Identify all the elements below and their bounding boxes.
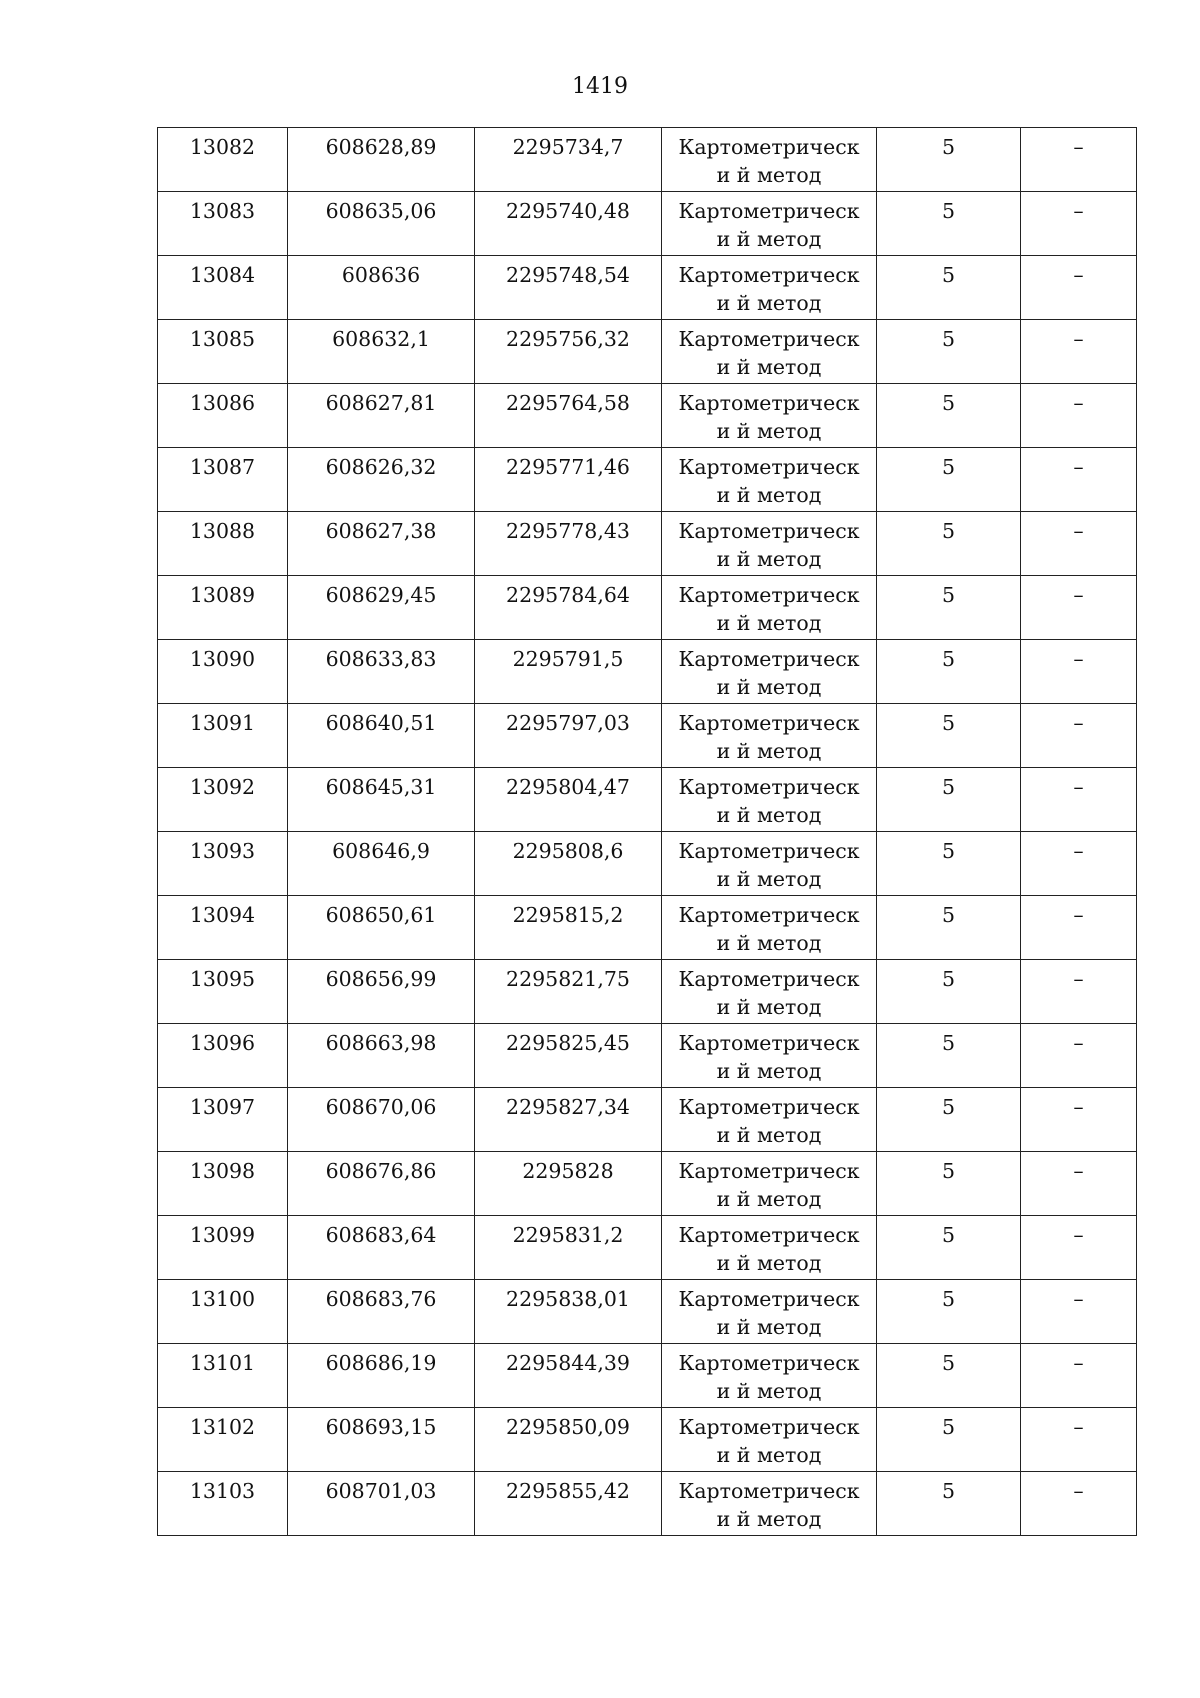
y-coordinate-cell-text: 2295804,47: [506, 775, 630, 799]
method-cell: [662, 768, 877, 832]
point-number-cell: [158, 960, 288, 1024]
note-cell-text: –: [1073, 775, 1084, 799]
y-coordinate-cell-text: 2295748,54: [506, 263, 630, 287]
note-cell: [1021, 1408, 1137, 1472]
accuracy-cell: [877, 1472, 1021, 1536]
point-number-cell: [158, 1408, 288, 1472]
y-coordinate-cell-text: 2295815,2: [512, 903, 624, 927]
note-cell: [1021, 960, 1137, 1024]
accuracy-cell: [877, 192, 1021, 256]
note-cell: [1021, 320, 1137, 384]
point-number-cell-text: 13092: [189, 775, 256, 799]
table-row: [158, 448, 1137, 512]
point-number-cell: [158, 448, 288, 512]
table-row: [158, 1280, 1137, 1344]
point-number-cell: [158, 704, 288, 768]
point-number-cell: [158, 1216, 288, 1280]
accuracy-cell-text: 5: [941, 1223, 956, 1247]
x-coordinate-cell: [288, 1216, 475, 1280]
method-cell-text: Картометрически й метод: [678, 775, 860, 827]
x-coordinate-cell: [288, 1024, 475, 1088]
note-cell-text: –: [1073, 1095, 1084, 1119]
x-coordinate-cell: [288, 1088, 475, 1152]
accuracy-cell-text: 5: [941, 263, 956, 287]
table-row: [158, 576, 1137, 640]
point-number-cell-text: 13097: [189, 1095, 256, 1119]
table-row: [158, 1152, 1137, 1216]
method-cell: [662, 640, 877, 704]
point-number-cell-text: 13088: [189, 519, 256, 543]
method-cell: [662, 704, 877, 768]
x-coordinate-cell-text: 608676,86: [325, 1159, 437, 1183]
y-coordinate-cell-text: 2295764,58: [506, 391, 630, 415]
method-cell-text: Картометрически й метод: [678, 711, 860, 763]
method-cell-text: Картометрически й метод: [678, 1031, 860, 1083]
accuracy-cell-text: 5: [941, 583, 956, 607]
y-coordinate-cell: [475, 1344, 662, 1408]
method-cell: [662, 960, 877, 1024]
y-coordinate-cell: [475, 960, 662, 1024]
point-number-cell-text: 13095: [189, 967, 256, 991]
x-coordinate-cell-text: 608645,31: [325, 775, 437, 799]
point-number-cell: [158, 1152, 288, 1216]
y-coordinate-cell-text: 2295771,46: [506, 455, 630, 479]
x-coordinate-cell: [288, 576, 475, 640]
y-coordinate-cell-text: 2295844,39: [506, 1351, 630, 1375]
point-number-cell-text: 13086: [189, 391, 256, 415]
table-row: [158, 512, 1137, 576]
point-number-cell: [158, 896, 288, 960]
point-number-cell: [158, 512, 288, 576]
x-coordinate-cell: [288, 320, 475, 384]
note-cell: [1021, 192, 1137, 256]
coordinates-table: [157, 127, 1137, 1536]
accuracy-cell: [877, 256, 1021, 320]
accuracy-cell: [877, 960, 1021, 1024]
method-cell-text: Картометрически й метод: [678, 1287, 860, 1339]
table-row: [158, 1216, 1137, 1280]
note-cell: [1021, 448, 1137, 512]
accuracy-cell-text: 5: [941, 455, 956, 479]
x-coordinate-cell: [288, 192, 475, 256]
point-number-cell-text: 13087: [189, 455, 256, 479]
method-cell: [662, 1088, 877, 1152]
y-coordinate-cell-text: 2295825,45: [506, 1031, 630, 1055]
x-coordinate-cell-text: 608626,32: [325, 455, 437, 479]
note-cell-text: –: [1073, 967, 1084, 991]
accuracy-cell: [877, 384, 1021, 448]
y-coordinate-cell-text: 2295797,03: [506, 711, 630, 735]
note-cell-text: –: [1073, 391, 1084, 415]
y-coordinate-cell: [475, 1024, 662, 1088]
point-number-cell-text: 13103: [189, 1479, 256, 1503]
y-coordinate-cell: [475, 1088, 662, 1152]
note-cell: [1021, 768, 1137, 832]
note-cell: [1021, 640, 1137, 704]
method-cell: [662, 192, 877, 256]
point-number-cell-text: 13093: [189, 839, 256, 863]
accuracy-cell-text: 5: [941, 903, 956, 927]
point-number-cell: [158, 1344, 288, 1408]
accuracy-cell: [877, 896, 1021, 960]
accuracy-cell-text: 5: [941, 711, 956, 735]
y-coordinate-cell: [475, 576, 662, 640]
note-cell: [1021, 384, 1137, 448]
y-coordinate-cell-text: 2295778,43: [506, 519, 630, 543]
accuracy-cell: [877, 128, 1021, 192]
y-coordinate-cell: [475, 640, 662, 704]
x-coordinate-cell-text: 608628,89: [325, 135, 437, 159]
method-cell: [662, 1152, 877, 1216]
y-coordinate-cell: [475, 256, 662, 320]
method-cell-text: Картометрически й метод: [678, 455, 860, 507]
note-cell-text: –: [1073, 647, 1084, 671]
point-number-cell-text: 13091: [189, 711, 256, 735]
method-cell-text: Картометрически й метод: [678, 519, 860, 571]
method-cell-text: Картометрически й метод: [678, 647, 860, 699]
accuracy-cell: [877, 1344, 1021, 1408]
table-row: [158, 1472, 1137, 1536]
y-coordinate-cell-text: 2295831,2: [512, 1223, 624, 1247]
note-cell: [1021, 704, 1137, 768]
y-coordinate-cell: [475, 320, 662, 384]
table-row: [158, 128, 1137, 192]
table-row: [158, 320, 1137, 384]
table-row: [158, 256, 1137, 320]
accuracy-cell-text: 5: [941, 391, 956, 415]
x-coordinate-cell: [288, 704, 475, 768]
note-cell-text: –: [1073, 455, 1084, 479]
y-coordinate-cell: [475, 1280, 662, 1344]
x-coordinate-cell: [288, 256, 475, 320]
table-row: [158, 960, 1137, 1024]
note-cell: [1021, 832, 1137, 896]
table-row: [158, 832, 1137, 896]
method-cell-text: Картометрически й метод: [678, 967, 860, 1019]
x-coordinate-cell: [288, 448, 475, 512]
note-cell-text: –: [1073, 1415, 1084, 1439]
y-coordinate-cell: [475, 1216, 662, 1280]
point-number-cell-text: 13094: [189, 903, 256, 927]
point-number-cell-text: 13084: [189, 263, 256, 287]
method-cell-text: Картометрически й метод: [678, 903, 860, 955]
point-number-cell-text: 13096: [189, 1031, 256, 1055]
accuracy-cell: [877, 1408, 1021, 1472]
y-coordinate-cell-text: 2295808,6: [512, 839, 624, 863]
note-cell: [1021, 512, 1137, 576]
point-number-cell: [158, 576, 288, 640]
method-cell: [662, 576, 877, 640]
note-cell: [1021, 1344, 1137, 1408]
x-coordinate-cell: [288, 1472, 475, 1536]
accuracy-cell-text: 5: [941, 775, 956, 799]
method-cell: [662, 320, 877, 384]
accuracy-cell: [877, 1024, 1021, 1088]
method-cell: [662, 512, 877, 576]
accuracy-cell-text: 5: [941, 199, 956, 223]
accuracy-cell: [877, 640, 1021, 704]
table-row: [158, 1344, 1137, 1408]
x-coordinate-cell: [288, 640, 475, 704]
note-cell-text: –: [1073, 1031, 1084, 1055]
point-number-cell: [158, 768, 288, 832]
x-coordinate-cell-text: 608632,1: [332, 327, 430, 351]
point-number-cell-text: 13085: [189, 327, 256, 351]
table-row: [158, 768, 1137, 832]
point-number-cell-text: 13090: [189, 647, 256, 671]
accuracy-cell-text: 5: [941, 1479, 956, 1503]
accuracy-cell: [877, 704, 1021, 768]
accuracy-cell: [877, 1216, 1021, 1280]
x-coordinate-cell: [288, 960, 475, 1024]
method-cell-text: Картометрически й метод: [678, 1479, 860, 1531]
y-coordinate-cell: [475, 704, 662, 768]
method-cell: [662, 128, 877, 192]
point-number-cell: [158, 320, 288, 384]
point-number-cell: [158, 128, 288, 192]
method-cell: [662, 1280, 877, 1344]
method-cell: [662, 896, 877, 960]
method-cell: [662, 1216, 877, 1280]
method-cell: [662, 448, 877, 512]
y-coordinate-cell-text: 2295838,01: [506, 1287, 630, 1311]
y-coordinate-cell-text: 2295850,09: [506, 1415, 630, 1439]
note-cell-text: –: [1073, 327, 1084, 351]
accuracy-cell-text: 5: [941, 1095, 956, 1119]
y-coordinate-cell: [475, 384, 662, 448]
method-cell-text: Картометрически й метод: [678, 583, 860, 635]
accuracy-cell: [877, 1088, 1021, 1152]
y-coordinate-cell-text: 2295827,34: [506, 1095, 630, 1119]
note-cell-text: –: [1073, 1351, 1084, 1375]
note-cell: [1021, 1280, 1137, 1344]
method-cell: [662, 1024, 877, 1088]
y-coordinate-cell-text: 2295756,32: [506, 327, 630, 351]
coordinates-table-body: [158, 128, 1137, 1536]
point-number-cell: [158, 832, 288, 896]
accuracy-cell: [877, 448, 1021, 512]
method-cell: [662, 256, 877, 320]
point-number-cell: [158, 640, 288, 704]
point-number-cell-text: 13099: [189, 1223, 256, 1247]
x-coordinate-cell: [288, 1344, 475, 1408]
table-row: [158, 1024, 1137, 1088]
method-cell-text: Картометрически й метод: [678, 327, 860, 379]
y-coordinate-cell: [475, 1472, 662, 1536]
x-coordinate-cell-text: 608701,03: [325, 1479, 437, 1503]
x-coordinate-cell: [288, 128, 475, 192]
y-coordinate-cell: [475, 1408, 662, 1472]
accuracy-cell: [877, 320, 1021, 384]
note-cell: [1021, 256, 1137, 320]
accuracy-cell-text: 5: [941, 1159, 956, 1183]
x-coordinate-cell: [288, 832, 475, 896]
y-coordinate-cell: [475, 128, 662, 192]
table-row: [158, 192, 1137, 256]
table-row: [158, 640, 1137, 704]
x-coordinate-cell-text: 608627,38: [325, 519, 437, 543]
note-cell: [1021, 1088, 1137, 1152]
y-coordinate-cell-text: 2295734,7: [512, 135, 624, 159]
y-coordinate-cell: [475, 512, 662, 576]
note-cell-text: –: [1073, 1223, 1084, 1247]
method-cell: [662, 1408, 877, 1472]
table-row: [158, 1088, 1137, 1152]
note-cell-text: –: [1073, 1159, 1084, 1183]
y-coordinate-cell-text: 2295784,64: [506, 583, 630, 607]
point-number-cell: [158, 1280, 288, 1344]
method-cell: [662, 1472, 877, 1536]
y-coordinate-cell-text: 2295821,75: [506, 967, 630, 991]
x-coordinate-cell-text: 608670,06: [325, 1095, 437, 1119]
accuracy-cell: [877, 1152, 1021, 1216]
note-cell: [1021, 1216, 1137, 1280]
note-cell: [1021, 1024, 1137, 1088]
x-coordinate-cell-text: 608635,06: [325, 199, 437, 223]
x-coordinate-cell: [288, 1152, 475, 1216]
note-cell-text: –: [1073, 263, 1084, 287]
point-number-cell: [158, 1088, 288, 1152]
accuracy-cell: [877, 1280, 1021, 1344]
x-coordinate-cell-text: 608633,83: [325, 647, 437, 671]
point-number-cell: [158, 192, 288, 256]
note-cell-text: –: [1073, 583, 1084, 607]
method-cell-text: Картометрически й метод: [678, 391, 860, 443]
method-cell-text: Картометрически й метод: [678, 135, 860, 187]
accuracy-cell: [877, 512, 1021, 576]
note-cell-text: –: [1073, 903, 1084, 927]
accuracy-cell-text: 5: [941, 967, 956, 991]
y-coordinate-cell: [475, 192, 662, 256]
method-cell-text: Картометрически й метод: [678, 1159, 860, 1211]
method-cell-text: Картометрически й метод: [678, 199, 860, 251]
point-number-cell-text: 13089: [189, 583, 256, 607]
accuracy-cell: [877, 576, 1021, 640]
y-coordinate-cell: [475, 1152, 662, 1216]
note-cell-text: –: [1073, 1287, 1084, 1311]
accuracy-cell-text: 5: [941, 647, 956, 671]
note-cell: [1021, 128, 1137, 192]
method-cell-text: Картометрически й метод: [678, 1223, 860, 1275]
x-coordinate-cell-text: 608629,45: [325, 583, 437, 607]
x-coordinate-cell-text: 608686,19: [325, 1351, 437, 1375]
method-cell-text: Картометрически й метод: [678, 839, 860, 891]
accuracy-cell: [877, 768, 1021, 832]
x-coordinate-cell: [288, 896, 475, 960]
note-cell: [1021, 1472, 1137, 1536]
point-number-cell: [158, 1024, 288, 1088]
x-coordinate-cell-text: 608650,61: [325, 903, 437, 927]
page-number: 1419: [572, 74, 628, 99]
note-cell-text: –: [1073, 199, 1084, 223]
y-coordinate-cell: [475, 768, 662, 832]
accuracy-cell-text: 5: [941, 135, 956, 159]
method-cell-text: Картометрически й метод: [678, 1095, 860, 1147]
x-coordinate-cell: [288, 1408, 475, 1472]
point-number-cell: [158, 1472, 288, 1536]
note-cell: [1021, 576, 1137, 640]
x-coordinate-cell-text: 608656,99: [325, 967, 437, 991]
x-coordinate-cell-text: 608683,64: [325, 1223, 437, 1247]
point-number-cell-text: 13101: [189, 1351, 256, 1375]
x-coordinate-cell-text: 608693,15: [325, 1415, 437, 1439]
accuracy-cell-text: 5: [941, 1351, 956, 1375]
note-cell-text: –: [1073, 135, 1084, 159]
x-coordinate-cell-text: 608663,98: [325, 1031, 437, 1055]
y-coordinate-cell: [475, 448, 662, 512]
x-coordinate-cell-text: 608636: [341, 263, 421, 287]
x-coordinate-cell-text: 608640,51: [325, 711, 437, 735]
accuracy-cell: [877, 832, 1021, 896]
x-coordinate-cell: [288, 384, 475, 448]
accuracy-cell-text: 5: [941, 327, 956, 351]
point-number-cell: [158, 256, 288, 320]
note-cell-text: –: [1073, 839, 1084, 863]
table-row: [158, 896, 1137, 960]
table-row: [158, 704, 1137, 768]
note-cell-text: –: [1073, 1479, 1084, 1503]
x-coordinate-cell-text: 608627,81: [325, 391, 437, 415]
method-cell: [662, 832, 877, 896]
accuracy-cell-text: 5: [941, 1031, 956, 1055]
accuracy-cell-text: 5: [941, 1287, 956, 1311]
method-cell-text: Картометрически й метод: [678, 263, 860, 315]
y-coordinate-cell-text: 2295855,42: [506, 1479, 630, 1503]
note-cell: [1021, 1152, 1137, 1216]
accuracy-cell-text: 5: [941, 839, 956, 863]
x-coordinate-cell-text: 608646,9: [332, 839, 430, 863]
note-cell-text: –: [1073, 711, 1084, 735]
point-number-cell-text: 13100: [189, 1287, 256, 1311]
point-number-cell: [158, 384, 288, 448]
method-cell-text: Картометрически й метод: [678, 1351, 860, 1403]
method-cell: [662, 384, 877, 448]
x-coordinate-cell-text: 608683,76: [325, 1287, 437, 1311]
table-row: [158, 384, 1137, 448]
y-coordinate-cell: [475, 896, 662, 960]
y-coordinate-cell-text: 2295791,5: [512, 647, 624, 671]
table-row: [158, 1408, 1137, 1472]
x-coordinate-cell: [288, 1280, 475, 1344]
y-coordinate-cell: [475, 832, 662, 896]
point-number-cell-text: 13083: [189, 199, 256, 223]
x-coordinate-cell: [288, 512, 475, 576]
y-coordinate-cell-text: 2295740,48: [506, 199, 630, 223]
note-cell-text: –: [1073, 519, 1084, 543]
point-number-cell-text: 13098: [189, 1159, 256, 1183]
method-cell: [662, 1344, 877, 1408]
accuracy-cell-text: 5: [941, 519, 956, 543]
point-number-cell-text: 13102: [189, 1415, 256, 1439]
accuracy-cell-text: 5: [941, 1415, 956, 1439]
y-coordinate-cell-text: 2295828: [522, 1159, 614, 1183]
note-cell: [1021, 896, 1137, 960]
x-coordinate-cell: [288, 768, 475, 832]
point-number-cell-text: 13082: [189, 135, 256, 159]
method-cell-text: Картометрически й метод: [678, 1415, 860, 1467]
